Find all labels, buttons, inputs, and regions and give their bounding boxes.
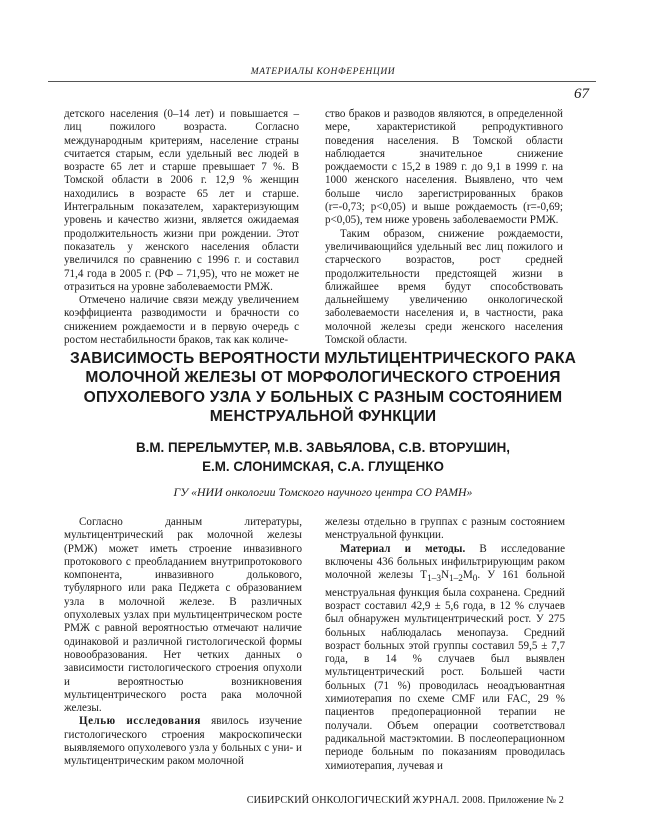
authors-line: В.М. ПЕРЕЛЬМУТЕР, М.В. ЗАВЬЯЛОВА, С.В. ВТОРУШИН, <box>135 440 511 455</box>
paragraph: железы отдельно в группах с разным состоянием менструальной функции. <box>325 516 565 542</box>
subscript: 1–3 <box>427 574 441 585</box>
article-left-column <box>64 516 302 769</box>
paragraph <box>325 543 565 773</box>
paragraph: Таким образом, снижение рождаемости, увеличивающийся удельный вес лиц пожилого и старческого возрастов, рост средней продолжительности предстоящей жизни в ближайшее время будут способствовать дальнейшему увеличению онкологической заболеваемости населения и, в частности, рака молочной железы среди женского населения Томской области. <box>325 227 563 347</box>
paragraph-text: M <box>462 569 473 582</box>
running-header-title: МАТЕРИАЛЫ КОНФЕРЕНЦИИ <box>250 67 396 77</box>
paragraph: детского населения (0–14 лет) и повышается – лиц пожилого возраста. Согласно международным критериям, население страны считается старым, если удельный вес людей в возрасте 65 лет и старше превышает 7 %. В Томской области в 2006 г. 12,9 % женщин находились в возрасте 65 лет и старше. Интегральным показателем, характеризующим уровень и качество жизни, является ожидаемая продолжительность жизни при рождении. Этот показатель у женского населения области увеличился по сравнению с 1996 г. и составил 71,4 года в 2005 г. (РФ – 71,95), что не может не отразиться на уровне заболеваемости РМЖ. <box>64 108 299 293</box>
subscript: 1–2 <box>448 574 463 585</box>
header-divider <box>48 81 596 82</box>
paragraph-lead: Материал и методы. <box>340 542 466 555</box>
paragraph-text: . У 161 больной менструальная функция была сохранена. Средний возраст составил 42,9 ± 5,6 года, в 12 % случаев был обнаружен мультицентрический рост. У 275 больных наблюдалась менопауза. Средний возраст больных этой группы составил 59,5 ± 7,7 года, в 14 % случаев был выявлен мультицентрический рост. Большей части больных (71 %) проводилась неоадъювантная химиотерапия по схеме CMF или FAC, 29 % пациентов предоперационной терапии не получали. Объем операции соответствовал радикальной мастэктомии. В послеоперационном периоде больным по показаниям проводилась химиотерапия, лучевая и <box>325 569 565 772</box>
paragraph: Согласно данным литературы, мультицентрический рак молочной железы (РМЖ) может иметь строение инвазивного протокового с преобладанием внутрипротокового компонента, инвазивного долькового, тубулярного или рака Педжета с образованием узла в молочной железе. В различных опухолевых узлах при мультицентрическом росте РМЖ с равной вероятностью отмечают наличие одинаковой и различной гистологической формы новообразования. Нет четких данных о зависимости гистологического строения опухоли и вероятностью возникновения мультицентрического роста рака молочной железы. <box>64 516 302 715</box>
paragraph-lead: Целью исследования <box>79 715 201 728</box>
subscript: 0 <box>472 574 478 585</box>
previous-article-right-column <box>325 108 563 347</box>
article-affiliation: ГУ «НИИ онкологии Томского научного центра СО РАМН» <box>173 485 473 499</box>
paragraph-text: N <box>440 569 449 582</box>
journal-footer: СИБИРСКИЙ ОНКОЛОГИЧЕСКИЙ ЖУРНАЛ. 2008. Приложение № 2 <box>246 795 564 806</box>
article-authors <box>40 438 606 476</box>
authors-line: Е.М. СЛОНИМСКАЯ, С.А. ГЛУЩЕНКО <box>202 459 444 474</box>
paragraph-text: В исследование включены 436 больных инфильтрирующим раком молочной железы T <box>325 542 565 582</box>
paragraph <box>64 715 302 768</box>
article-title: ЗАВИСИМОСТЬ ВЕРОЯТНОСТИ МУЛЬТИЦЕНТРИЧЕСКОГО РАКА МОЛОЧНОЙ ЖЕЛЕЗЫ ОТ МОРФОЛОГИЧЕСКОГО СТРОЕНИЯ ОПУХОЛЕВОГО УЗЛА У БОЛЬНЫХ С РАЗНЫМ СОСТОЯНИЕМ МЕНСТРУАЛЬНОЙ ФУНКЦИИ <box>69 350 577 425</box>
paragraph: Отмечено наличие связи между увеличением коэффициента разводимости и брачности со снижением рождаемости и в первую очередь с ростом нестабильности браков, так как количе- <box>64 294 299 347</box>
previous-article-left-column <box>64 108 299 347</box>
paragraph-text: явилось изучение гистологического строения макроскопически выявляемого опухолевого узла у больных с уни- и мультицентрическим раком молочной <box>64 715 302 768</box>
page-number: 67 <box>574 86 589 102</box>
article-right-column <box>325 516 565 773</box>
paragraph: ство браков и разводов являются, в определенной мере, характеристикой репродуктивного поведения населения. В Томской области наблюдается значительное снижение рождаемости с 15,2 в 1989 г. до 9,1 в 1999 г. на 1000 женского населения. Выявлено, что чем больше число зарегистрированных браков (r=-0,73; p<0,05) и выше рождаемость (r=-0,69; p<0,05), тем ниже уровень заболеваемости РМЖ. <box>325 108 563 227</box>
